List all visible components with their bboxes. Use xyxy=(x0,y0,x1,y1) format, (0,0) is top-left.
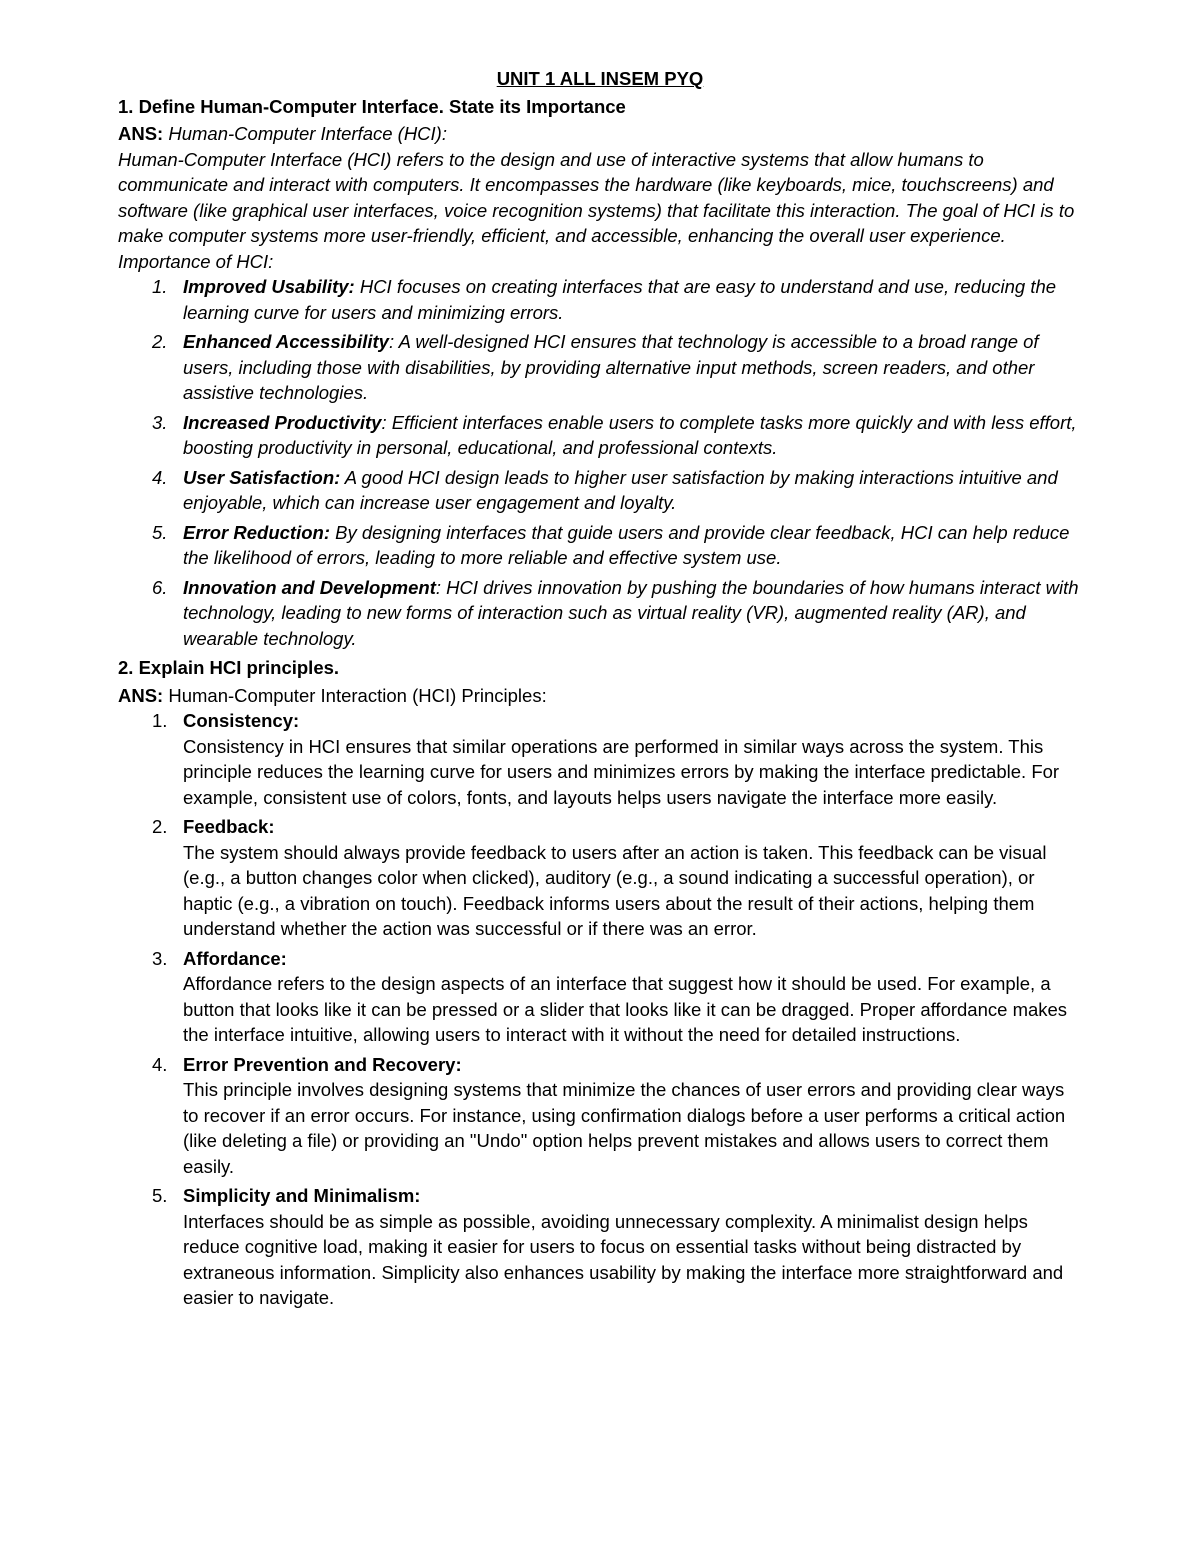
list-item xyxy=(118,410,1082,461)
list-text: HCI focuses on creating interfaces that are easy to understand and use, reducing the learning curve for users and minimizing errors. xyxy=(183,276,1057,323)
list-item xyxy=(118,329,1082,406)
list-item xyxy=(118,1183,1082,1311)
answer-label: ANS: xyxy=(118,684,164,706)
list-number: 1. xyxy=(152,710,168,731)
list-item xyxy=(118,1052,1082,1180)
list-term: Feedback: xyxy=(183,816,275,837)
list-term: Affordance: xyxy=(183,947,287,969)
list-term: Increased Productivity xyxy=(183,411,382,433)
list-text: Affordance refers to the design aspects of an interface that suggest how it should be used. For example, a button that looks like it can be pressed or a slider that looks like it can be dragged. Proper affordance makes the interface intuitive, allowing users to interact with it without the need for detailed instructions. xyxy=(183,973,1068,1045)
answer-2-heading: Human-Computer Interaction (HCI) Principles: xyxy=(163,684,547,706)
list-item xyxy=(118,708,1082,810)
list-number: 2. xyxy=(152,331,168,352)
importance-list xyxy=(118,274,1082,651)
list-term: Simplicity and Minimalism: xyxy=(183,1185,421,1206)
list-item xyxy=(118,814,1082,942)
list-number: 6. xyxy=(152,576,168,598)
answer-1-label-line xyxy=(118,121,1082,147)
answer-label: ANS: xyxy=(118,123,164,144)
list-text: Interfaces should be as simple as possible, avoiding unnecessary complexity. A minimalist design helps reduce cognitive load, making it easier for users to focus on essential tasks without being distracted by extraneous information. Simplicity also enhances usability by making the interface more straightforward and easier to navigate. xyxy=(183,1210,1064,1308)
list-item xyxy=(118,946,1082,1048)
list-text: This principle involves designing systems that minimize the chances of user errors and providing clear ways to recover if an error occurs. For instance, using confirmation dialogs before a user performs a critical action (like deleting a file) or providing an "Undo" option helps prevent mistakes and allows users to correct them easily. xyxy=(183,1079,1066,1177)
list-term: User Satisfaction: xyxy=(183,466,341,488)
list-number: 2. xyxy=(152,816,168,837)
list-term: Improved Usability: xyxy=(183,276,355,297)
list-term: Error Reduction: xyxy=(183,521,330,543)
list-text: Consistency in HCI ensures that similar operations are performed in similar ways across the system. This principle reduces the learning curve for users and minimizes errors by making the interface predictable. For example, consistent use of colors, fonts, and layouts helps users navigate the interface more easily. xyxy=(183,735,1060,808)
list-text: The system should always provide feedback to users after an action is taken. This feedback can be visual (e.g., a button changes color when clicked), auditory (e.g., a sound indicating a successful operation), or haptic (e.g., a vibration on touch). Feedback informs users about the result of their actions, helping them understand whether the action was successful or if there was an error. xyxy=(183,841,1047,939)
answer-2-label-line xyxy=(118,683,1082,709)
question-2-heading: 2. Explain HCI principles. xyxy=(118,657,340,678)
page-title: UNIT 1 ALL INSEM PYQ xyxy=(496,68,704,89)
list-number: 4. xyxy=(152,1053,168,1075)
list-term: Enhanced Accessibility xyxy=(183,331,389,352)
list-term: Consistency: xyxy=(183,710,300,731)
importance-heading: Importance of HCI: xyxy=(118,250,274,272)
list-text: : Efficient interfaces enable users to complete tasks more quickly and with less effort, boosting productivity in personal, educational, and professional contexts. xyxy=(183,411,1077,458)
list-number: 5. xyxy=(152,521,168,543)
list-term: Error Prevention and Recovery: xyxy=(183,1053,462,1075)
list-number: 3. xyxy=(152,411,168,433)
list-number: 5. xyxy=(152,1185,168,1206)
list-term: Innovation and Development xyxy=(183,576,436,598)
list-text: : HCI drives innovation by pushing the boundaries of how humans interact with technology, leading to new forms of interaction such as virtual reality (VR), augmented reality (AR), and wearable technology. xyxy=(183,576,1079,649)
principles-list xyxy=(118,708,1082,1311)
list-item xyxy=(118,274,1082,325)
list-number: 4. xyxy=(152,466,168,488)
hci-definition: Human-Computer Interface (HCI) refers to the design and use of interactive systems that allow humans to communicate and interact with computers. It encompasses the hardware (like keyboards, mice, touchscreens) and software (like graphical user interfaces, voice recognition systems) that facilitate this interaction. The goal of HCI is to make computer systems more user-friendly, efficient, and accessible, enhancing the overall user experience. xyxy=(118,148,1075,246)
list-item xyxy=(118,575,1082,652)
list-text: A good HCI design leads to higher user satisfaction by making interactions intuitive and enjoyable, which can increase user engagement and loyalty. xyxy=(183,466,1058,513)
list-item xyxy=(118,465,1082,516)
question-1-heading: 1. Define Human-Computer Interface. State its Importance xyxy=(118,95,626,117)
list-text: By designing interfaces that guide users and provide clear feedback, HCI can help reduce the likelihood of errors, leading to more reliable and effective system use. xyxy=(183,521,1070,568)
list-number: 1. xyxy=(152,276,168,297)
list-text: : A well-designed HCI ensures that technology is accessible to a broad range of users, including those with disabilities, by providing alternative input methods, screen readers, and other assistive technologies. xyxy=(183,331,1039,403)
answer-1-heading: Human-Computer Interface (HCI): xyxy=(163,123,447,144)
list-item xyxy=(118,520,1082,571)
list-number: 3. xyxy=(152,947,168,969)
